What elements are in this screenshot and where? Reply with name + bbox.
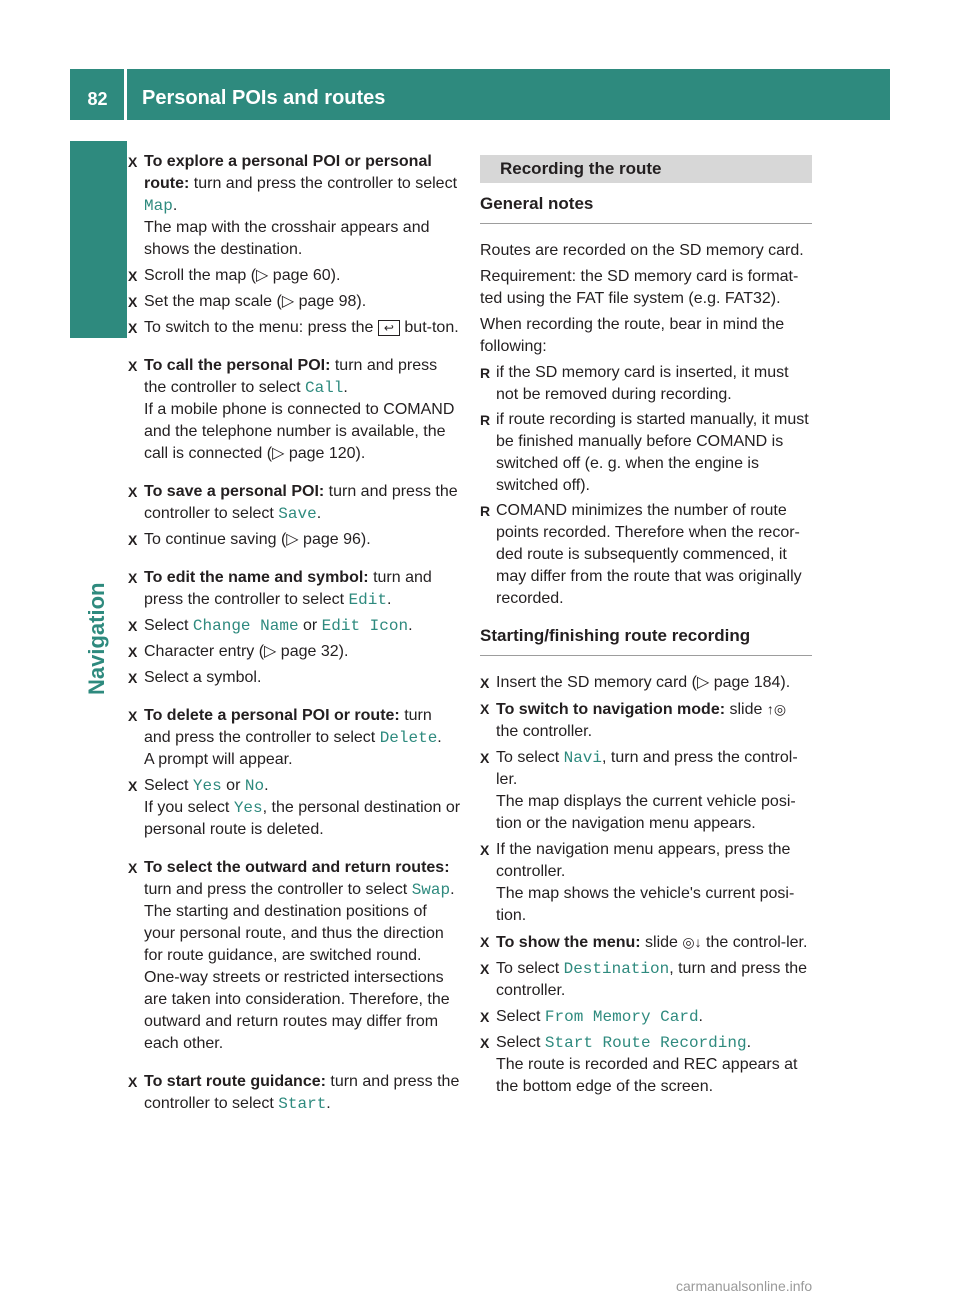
step-text: . xyxy=(316,505,322,522)
step-swap xyxy=(128,857,462,1055)
menu-item-start: Start xyxy=(278,1095,327,1113)
list-item-text: if the SD memory card is inserted, it must not be removed during recording. xyxy=(496,364,789,403)
step-text: . xyxy=(437,729,442,746)
arrow-icon: X xyxy=(128,532,138,548)
step-text: . xyxy=(343,379,348,396)
menu-item-navi: Navi xyxy=(563,749,602,767)
header-divider xyxy=(124,69,127,120)
step-text: the control-ler. xyxy=(701,934,808,951)
menu-item-save: Save xyxy=(278,505,317,523)
step-text: Set the map scale (▷ page 98). xyxy=(144,293,367,310)
step-start-guidance xyxy=(128,1071,462,1115)
menu-item-change-name: Change Name xyxy=(192,617,299,635)
step-call xyxy=(128,355,462,465)
step-text: or xyxy=(298,617,322,634)
menu-item-yes: Yes xyxy=(233,799,263,817)
step-result: The map shows the vehicle's current posi-tion. xyxy=(496,885,795,924)
menu-item-edit-icon: Edit Icon xyxy=(321,617,409,635)
step-heading: To show the menu: xyxy=(496,934,641,951)
list-item xyxy=(480,362,812,406)
step-text: Select xyxy=(496,1008,545,1025)
menu-item-call: Call xyxy=(304,379,344,397)
step-heading: To save a personal POI: xyxy=(144,483,325,500)
step-text: , turn and press the controller. xyxy=(496,960,808,999)
menu-item-no: No xyxy=(244,777,265,795)
arrow-icon: X xyxy=(128,670,138,686)
step-start-recording xyxy=(480,1032,812,1098)
page-number: 82 xyxy=(87,89,108,109)
bullet-icon: R xyxy=(480,503,491,519)
arrow-icon: X xyxy=(128,860,138,876)
step-result: A prompt will appear. xyxy=(144,751,293,768)
menu-item-destination: Destination xyxy=(563,960,670,978)
step-result: The map with the crosshair appears and shows the destination. xyxy=(144,219,430,258)
step-result: The map displays the current vehicle posi-tion or the navigation menu appears. xyxy=(496,793,796,832)
step-text: turn and press the controller to select xyxy=(144,483,458,522)
step-text: To select xyxy=(496,749,564,766)
controller-slide-down-icon: ◎↓ xyxy=(682,934,702,950)
arrow-icon: X xyxy=(128,154,138,170)
step-scroll xyxy=(128,265,462,287)
step-result: , the personal destination or personal route is deleted. xyxy=(144,799,461,838)
arrow-icon: X xyxy=(480,842,490,858)
step-heading: To switch to navigation mode: xyxy=(496,701,726,718)
step-press-controller xyxy=(480,839,812,927)
step-text: Select xyxy=(496,1034,545,1051)
arrow-icon: X xyxy=(480,1035,490,1051)
arrow-icon: X xyxy=(480,701,490,717)
step-text: but-ton. xyxy=(399,319,459,336)
step-text: . xyxy=(172,197,178,214)
step-text: Select a symbol. xyxy=(144,669,262,686)
side-label-text: Navigation xyxy=(84,582,109,695)
arrow-icon: X xyxy=(128,570,138,586)
step-result: The route is recorded and REC appears at the bottom edge of the screen. xyxy=(496,1056,798,1095)
arrow-icon: X xyxy=(128,358,138,374)
step-text: Scroll the map (▷ page 60). xyxy=(144,267,341,284)
bullet-icon: R xyxy=(480,412,491,428)
step-delete xyxy=(128,705,462,771)
list-item-text: if route recording is started manually, it must be finished manually before COMAND is switched off (e. g. when the engine is switched off). xyxy=(496,411,809,494)
menu-item-delete: Delete xyxy=(379,729,438,747)
list-item-text: COMAND minimizes the number of route points recorded. Therefore when the recor-ded route is subsequently commenced, it may differ from the route that was originally recorded. xyxy=(496,502,802,607)
arrow-icon: X xyxy=(128,1074,138,1090)
step-text: turn and press the controller to select xyxy=(144,357,438,396)
step-text: . xyxy=(698,1008,703,1025)
step-text: . xyxy=(746,1034,752,1051)
step-text: Insert the SD memory card (▷ page 184). xyxy=(496,674,791,691)
step-text: turn and press the controller to select xyxy=(144,881,412,898)
step-save xyxy=(128,481,462,525)
step-result: The starting and destination positions of your personal route, and thus the direction for route guidance, are switched round. xyxy=(144,903,444,964)
step-text: Character entry (▷ page 32). xyxy=(144,643,349,660)
menu-item-edit: Edit xyxy=(348,591,387,609)
arrow-icon: X xyxy=(480,750,490,766)
menu-item-map: Map xyxy=(144,197,173,215)
step-heading: To call the personal POI: xyxy=(144,357,331,374)
step-show-menu xyxy=(480,931,812,954)
arrow-icon: X xyxy=(128,268,138,284)
step-heading: To delete a personal POI or route: xyxy=(144,707,400,724)
controller-slide-up-icon: ↑◎ xyxy=(766,701,787,717)
arrow-icon: X xyxy=(128,618,138,634)
step-text: To select xyxy=(496,960,564,977)
paragraph: Requirement: the SD memory card is format-ted using the FAT file system (e.g. FAT32). xyxy=(480,268,799,307)
step-text: To switch to the menu: press the xyxy=(144,319,378,336)
step-scale xyxy=(128,291,462,313)
step-select-memory-card xyxy=(480,1006,812,1028)
step-text: . xyxy=(450,881,455,898)
step-continue-saving xyxy=(128,529,462,551)
side-tab xyxy=(70,141,127,338)
step-insert-sd xyxy=(480,672,812,694)
list-item xyxy=(480,500,812,610)
step-result: If you select xyxy=(144,799,234,816)
step-select-change xyxy=(128,615,462,637)
step-text: slide xyxy=(725,701,767,718)
step-text: . xyxy=(408,617,413,634)
step-heading: To edit the name and symbol: xyxy=(144,569,369,586)
paragraph: Routes are recorded on the SD memory card. xyxy=(480,242,804,259)
step-switch-menu xyxy=(128,317,462,339)
arrow-icon: X xyxy=(480,934,490,950)
arrow-icon: X xyxy=(128,778,138,794)
step-select-navi xyxy=(480,747,812,835)
step-text: turn and press the controller to select xyxy=(189,175,458,192)
arrow-icon: X xyxy=(480,1009,490,1025)
step-result: If a mobile phone is connected to COMAND and the telephone number is available, the call is connected (▷ page 120). xyxy=(144,401,455,462)
watermark: carmanualsonline.info xyxy=(676,1278,813,1294)
step-text: . xyxy=(386,591,392,608)
arrow-icon: X xyxy=(128,320,138,336)
step-result: One-way streets or restricted intersections are taken into consideration. Therefore, the outward and return routes may differ from each other. xyxy=(144,969,450,1052)
step-heading: To explore a personal POI or personal route: xyxy=(144,153,432,192)
section-title: Recording the route xyxy=(480,155,812,183)
step-explore xyxy=(128,151,462,261)
step-text: Select xyxy=(144,777,193,794)
right-column xyxy=(480,155,812,1102)
menu-item-yes: Yes xyxy=(192,777,222,795)
subheading-start-finish: Starting/finishing route recording xyxy=(480,625,812,656)
paragraph: When recording the route, bear in mind the following: xyxy=(480,316,785,355)
arrow-icon: X xyxy=(128,294,138,310)
arrow-icon: X xyxy=(128,708,138,724)
menu-item-start-route-recording: Start Route Recording xyxy=(544,1034,747,1052)
step-text: turn and press the controller to select xyxy=(144,1073,460,1112)
bullet-icon: R xyxy=(480,365,491,381)
step-text: To continue saving (▷ page 96). xyxy=(144,531,371,548)
menu-item-swap: Swap xyxy=(411,881,451,899)
left-column xyxy=(128,151,462,1119)
page-title: Personal POIs and routes xyxy=(142,87,386,109)
step-nav-mode xyxy=(480,698,812,743)
step-edit xyxy=(128,567,462,611)
step-text: or xyxy=(221,777,245,794)
arrow-icon: X xyxy=(128,644,138,660)
step-select-symbol xyxy=(128,667,462,689)
side-label xyxy=(84,500,114,700)
step-text: . xyxy=(264,777,269,794)
step-text: turn and press the controller to select xyxy=(144,569,432,608)
step-select-yes-no xyxy=(128,775,462,841)
subheading-general-notes: General notes xyxy=(480,193,812,224)
back-button-icon: ↩ xyxy=(378,320,400,336)
step-select-destination xyxy=(480,958,812,1002)
arrow-icon: X xyxy=(128,484,138,500)
step-heading: To start route guidance: xyxy=(144,1073,326,1090)
arrow-icon: X xyxy=(480,961,490,977)
step-text: If the navigation menu appears, press the controller. xyxy=(496,841,791,880)
step-heading: To select the outward and return routes: xyxy=(144,859,450,876)
step-text: , turn and press the control-ler. xyxy=(496,749,798,788)
step-text: Select xyxy=(144,617,193,634)
step-char-entry xyxy=(128,641,462,663)
menu-item-from-memory-card: From Memory Card xyxy=(544,1008,699,1026)
step-text: the controller. xyxy=(496,723,593,740)
step-text: slide xyxy=(640,934,683,951)
list-item xyxy=(480,409,812,497)
arrow-icon: X xyxy=(480,675,490,691)
step-text: . xyxy=(326,1095,331,1112)
step-text: turn and press the controller to select xyxy=(144,707,432,746)
